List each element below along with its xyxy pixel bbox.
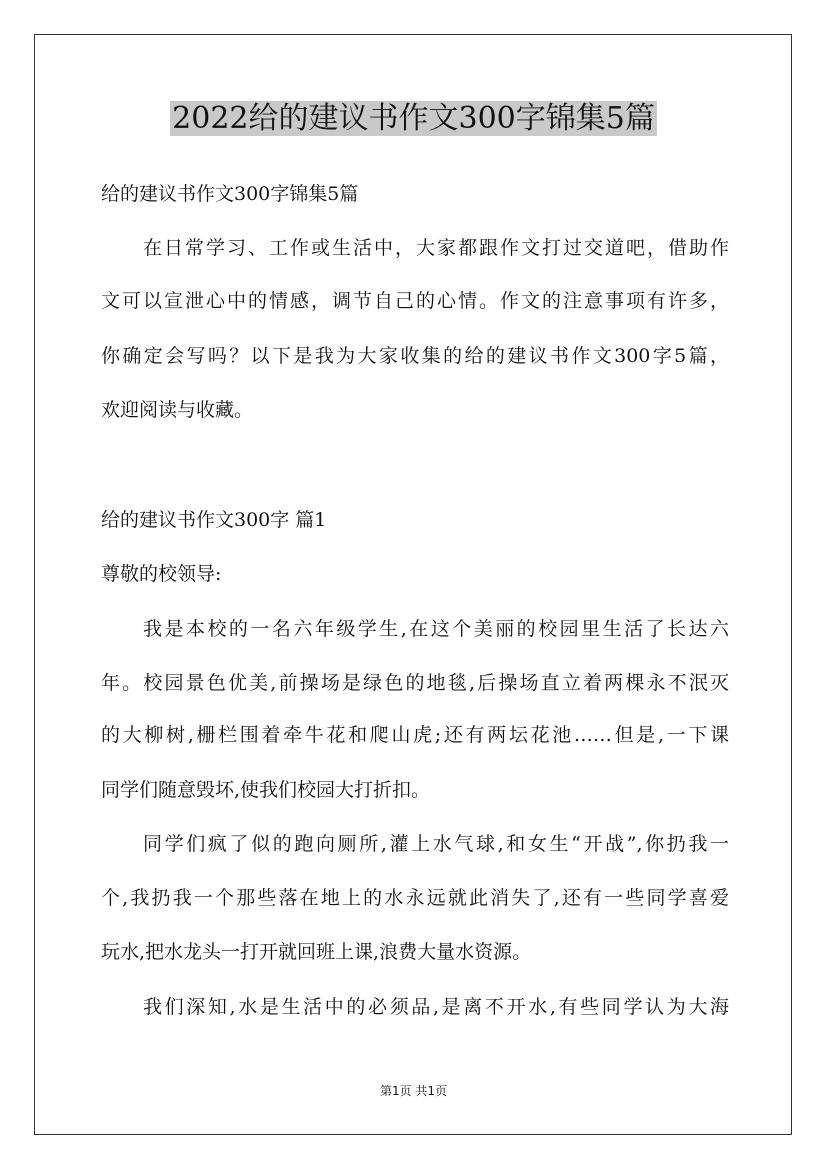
intro-line-2: 文可以宣泄心中的情感，调节自己的心情。作文的注意事项有许多，: [101, 290, 729, 312]
body-line-5: 同学们疯了似的跑向厕所,灌上水气球,和女生“开战”,你扔我一: [143, 833, 729, 855]
intro-line-1: 在日常学习、工作或生活中，大家都跟作文打过交道吧，借助作: [143, 237, 729, 259]
body-line-8: 我们深知,水是生活中的必须品,是离不开水,有些同学认为大海: [143, 996, 729, 1018]
document-title: [0, 98, 827, 140]
body-line-2: 年。校园景色优美,前操场是绿色的地毯,后操场直立着两棵永不泯灭: [101, 672, 729, 694]
section-heading: 给的建议书作文300字 篇1: [101, 509, 327, 531]
body-line-3: 的大柳树,栅栏围着牵牛花和爬山虎;还有两坛花池……但是,一下课: [101, 724, 729, 746]
body-line-7: 玩水,把水龙头一打开就回班上课,浪费大量水资源。: [101, 941, 532, 963]
intro-line-4: 欢迎阅读与收藏。: [101, 399, 254, 421]
salutation: 尊敬的校领导:: [101, 563, 222, 585]
body-line-1: 我是本校的一名六年级学生,在这个美丽的校园里生活了长达六: [143, 618, 729, 640]
document-subtitle: 给的建议书作文300字锦集5篇: [101, 183, 359, 205]
document-title-text: 2022给的建议书作文300字锦集5篇: [172, 101, 655, 136]
body-line-6: 个,我扔我一个那些落在地上的水永远就此消失了,还有一些同学喜爱: [101, 887, 729, 909]
intro-line-3: 你确定会写吗？以下是我为大家收集的给的建议书作文300字5篇，: [101, 345, 729, 367]
body-line-4: 同学们随意毁坏,使我们校园大打折扣。: [101, 779, 431, 801]
page-number: 第1页 共1页: [379, 1084, 448, 1098]
page-footer: [0, 1083, 827, 1099]
